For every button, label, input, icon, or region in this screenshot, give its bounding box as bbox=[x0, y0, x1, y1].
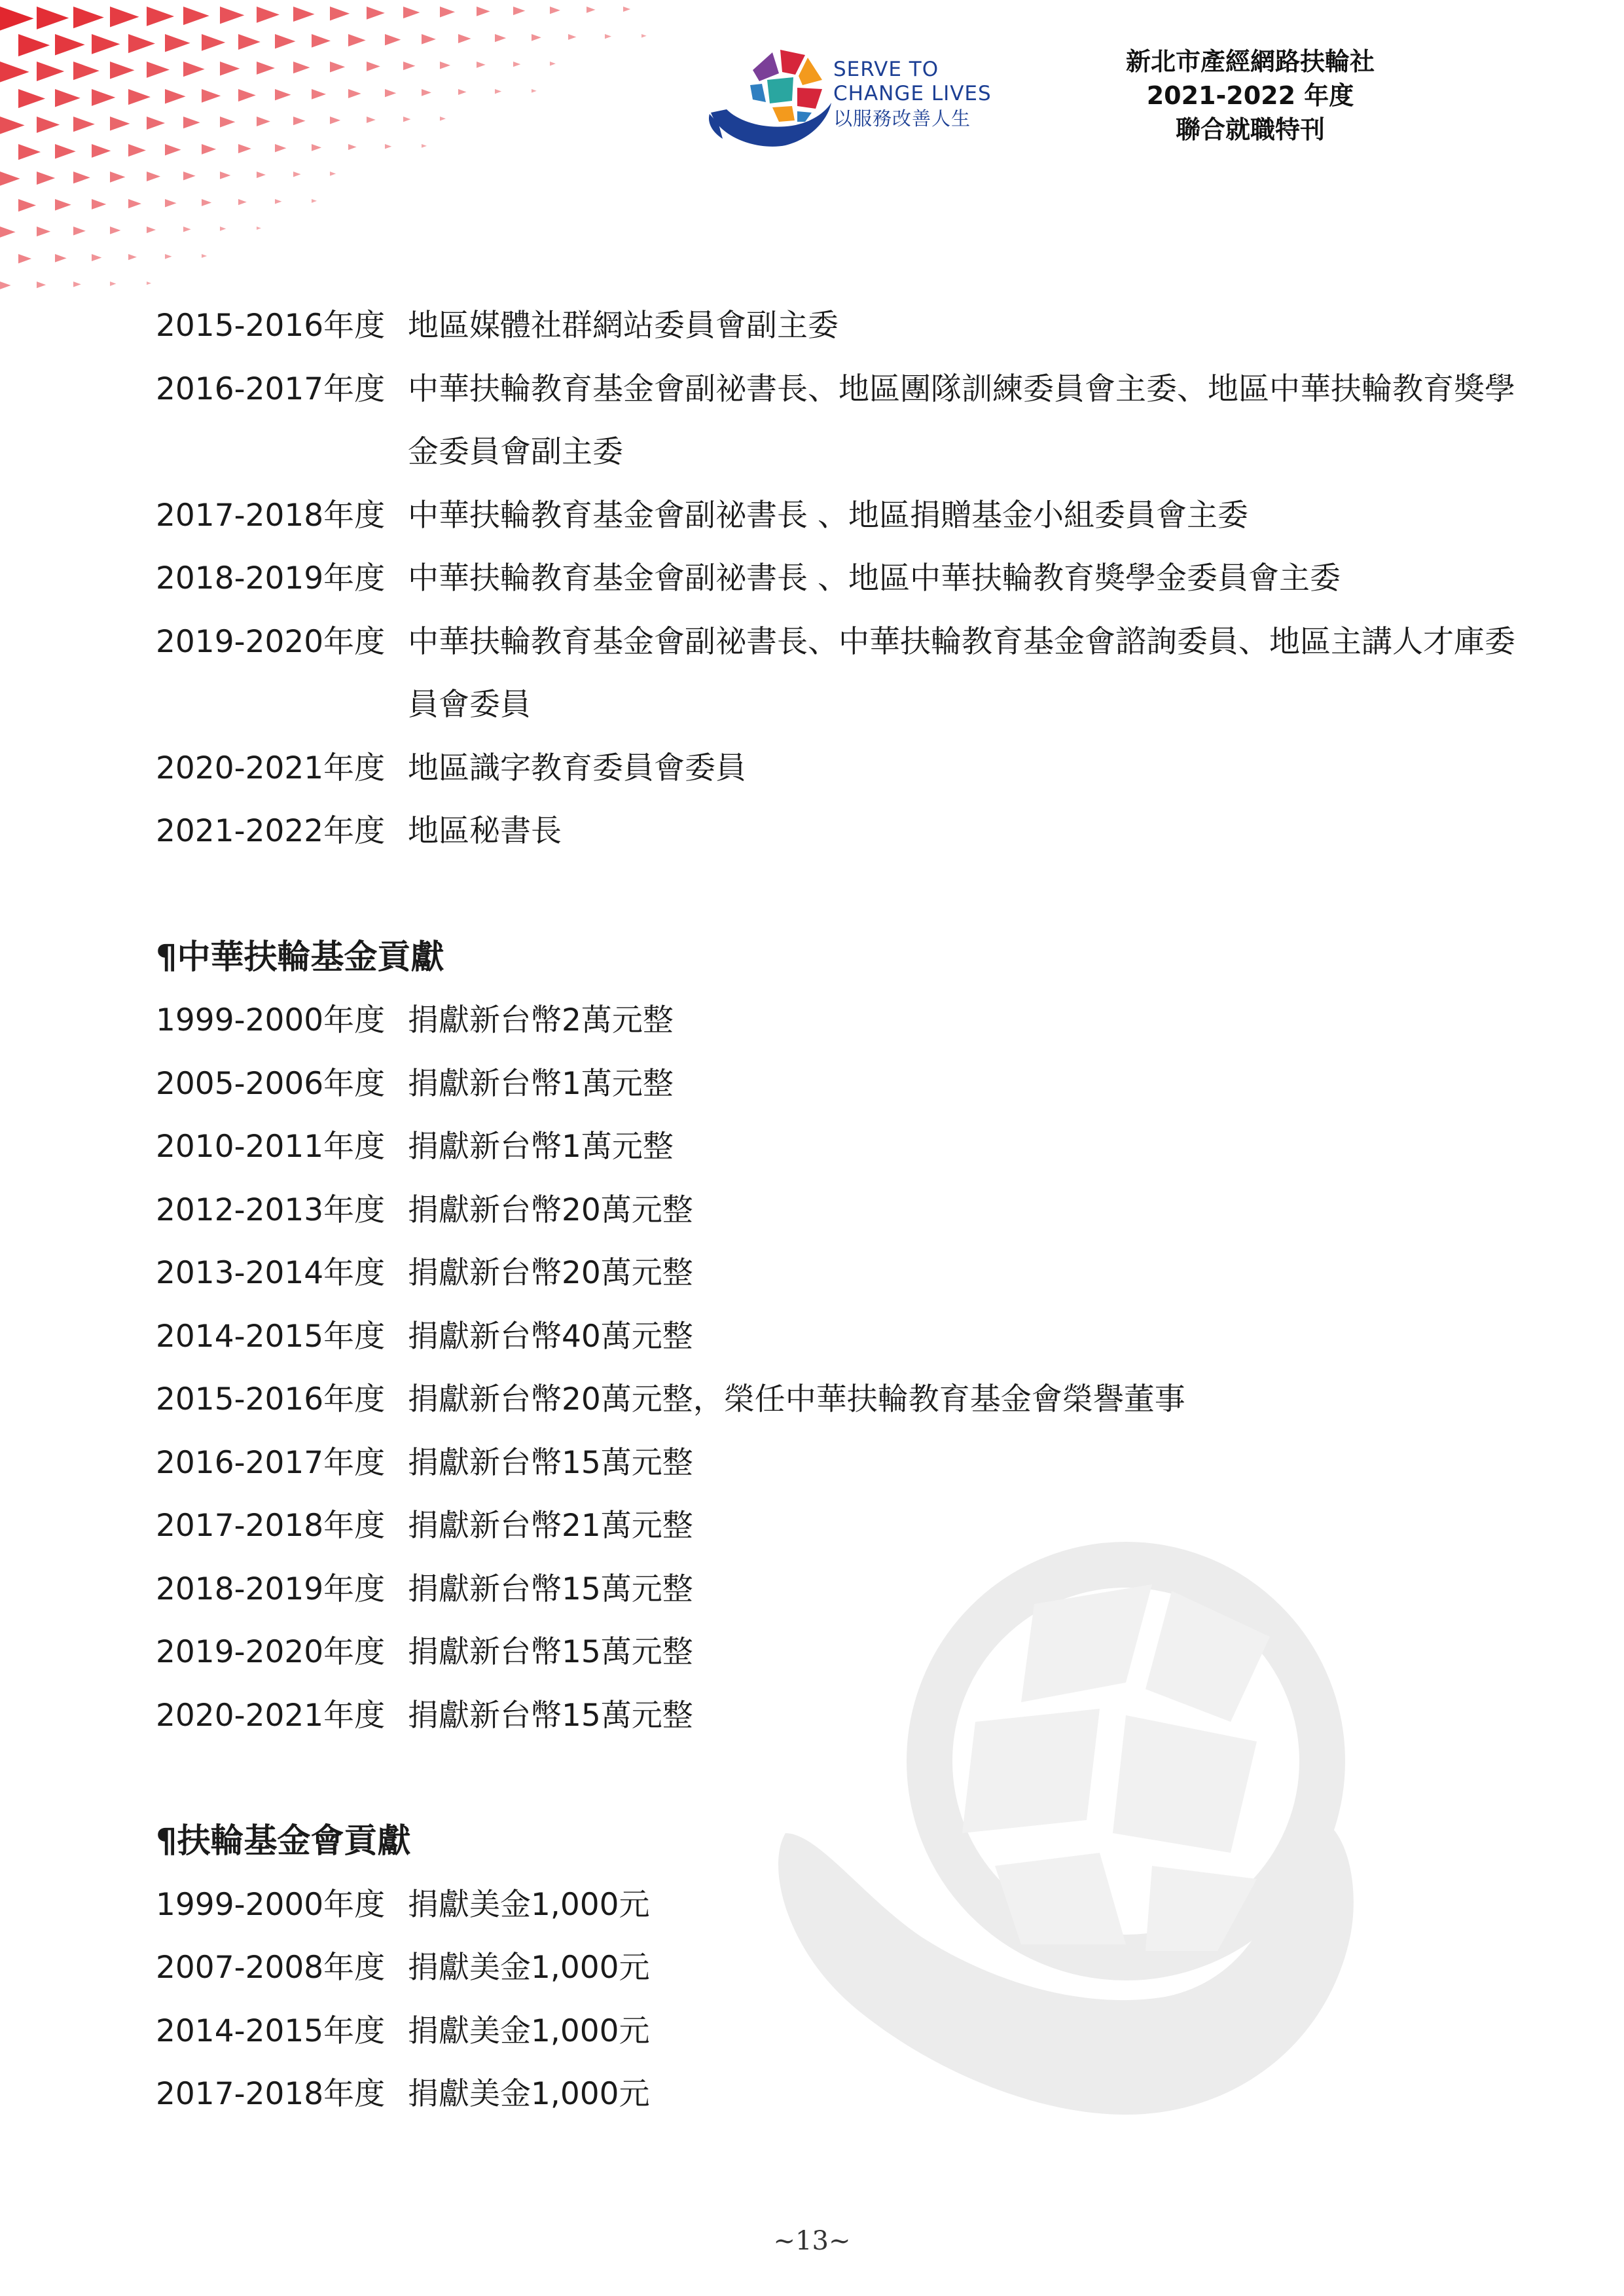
decorative-triangle bbox=[275, 89, 291, 100]
decorative-triangle bbox=[18, 89, 45, 108]
year-label: 2019-2020年度 bbox=[156, 623, 386, 660]
logo-text bbox=[833, 58, 1003, 131]
decorative-triangle bbox=[37, 227, 50, 236]
decorative-triangle bbox=[568, 34, 576, 40]
description: 捐獻新台幣15萬元整 bbox=[408, 1697, 693, 1734]
decorative-triangle bbox=[37, 117, 60, 133]
list-item bbox=[156, 1305, 1517, 1369]
section-title-chinese-rotary-foundation: ¶中華扶輪基金貢獻 bbox=[156, 938, 444, 977]
year-label: 2014-2015年度 bbox=[156, 1318, 386, 1355]
decorative-triangle bbox=[220, 117, 235, 128]
decorative-triangle bbox=[220, 227, 226, 231]
decorative-triangle bbox=[147, 117, 165, 130]
description: 捐獻新台幣1萬元整 bbox=[408, 1065, 674, 1102]
description: 捐獻新台幣20萬元整 bbox=[408, 1192, 693, 1228]
decorative-triangle bbox=[312, 34, 331, 48]
decorative-triangle bbox=[440, 62, 450, 69]
decorative-triangle bbox=[202, 89, 221, 103]
list-item bbox=[156, 484, 1517, 548]
decorative-triangle bbox=[403, 117, 410, 122]
decorative-triangle bbox=[37, 282, 46, 288]
decorative-triangle bbox=[202, 144, 216, 155]
decorative-triangle bbox=[238, 144, 251, 153]
decorative-triangle bbox=[513, 62, 520, 67]
decorative-triangle bbox=[0, 282, 11, 289]
decorative-triangle bbox=[73, 227, 86, 235]
corner-triangle-pattern bbox=[0, 0, 681, 327]
list-item bbox=[156, 1558, 1517, 1622]
list-item bbox=[156, 1116, 1517, 1179]
decorative-triangle bbox=[312, 199, 317, 203]
decorative-triangle bbox=[367, 62, 380, 71]
decorative-triangle bbox=[257, 7, 280, 23]
decorative-triangle bbox=[238, 34, 261, 50]
year-label: 2020-2021年度 bbox=[156, 1697, 386, 1734]
decorative-triangle bbox=[477, 62, 486, 68]
description: 地區秘書長 bbox=[408, 813, 562, 849]
decorative-triangle bbox=[110, 117, 130, 131]
decorative-triangle bbox=[348, 34, 366, 46]
decorative-triangle bbox=[0, 172, 20, 186]
decorative-triangle bbox=[220, 172, 230, 179]
list-item bbox=[156, 1432, 1517, 1495]
decorative-triangle bbox=[422, 144, 427, 148]
decorative-triangle bbox=[165, 199, 177, 208]
list-item bbox=[156, 1242, 1517, 1305]
description: 地區識字教育委員會委員 bbox=[408, 750, 746, 786]
decorative-triangle bbox=[110, 62, 134, 79]
decorative-triangle bbox=[92, 199, 106, 210]
decorative-triangle bbox=[385, 34, 401, 45]
description: 捐獻新台幣15萬元整 bbox=[408, 1571, 693, 1607]
year-label: 2014-2015年度 bbox=[156, 2013, 386, 2049]
decorative-triangle bbox=[18, 34, 50, 56]
description: 捐獻新台幣1萬元整 bbox=[408, 1129, 674, 1165]
year-label: 2021-2022年度 bbox=[156, 813, 386, 849]
decorative-triangle bbox=[183, 227, 191, 232]
decorative-triangle bbox=[458, 89, 467, 95]
year-label: 2012-2013年度 bbox=[156, 1192, 386, 1228]
description: 捐獻新台幣20萬元整，榮任中華扶輪教育基金會榮譽董事 bbox=[408, 1381, 1185, 1417]
decorative-triangle bbox=[440, 117, 446, 121]
decorative-triangle bbox=[147, 227, 156, 233]
decorative-triangle bbox=[312, 144, 321, 151]
list-item bbox=[156, 1053, 1517, 1116]
decorative-triangle bbox=[55, 144, 76, 159]
decorative-triangle bbox=[403, 62, 415, 70]
decorative-triangle bbox=[330, 7, 350, 20]
decorative-triangle bbox=[0, 62, 29, 82]
decorative-triangle bbox=[128, 254, 137, 260]
decorative-triangle bbox=[293, 62, 310, 73]
decorative-triangle bbox=[73, 282, 81, 287]
year-label: 2017-2018年度 bbox=[156, 497, 386, 534]
decorative-triangle bbox=[183, 7, 209, 25]
description: 捐獻新台幣40萬元整 bbox=[408, 1318, 693, 1355]
decorative-triangle bbox=[73, 7, 104, 28]
donation-list bbox=[156, 1874, 1517, 2126]
decorative-triangle bbox=[623, 7, 630, 12]
decorative-triangle bbox=[385, 89, 396, 97]
decorative-triangle bbox=[165, 89, 186, 103]
section-title-rotary-foundation: ¶扶輪基金會貢獻 bbox=[156, 1822, 411, 1861]
decorative-triangle bbox=[330, 117, 340, 124]
description: 捐獻新台幣21萬元整 bbox=[408, 1508, 693, 1544]
description: 捐獻美金1,000元 bbox=[408, 1950, 650, 1986]
decorative-triangle bbox=[18, 254, 31, 263]
decorative-triangle bbox=[348, 89, 361, 98]
decorative-triangle bbox=[275, 34, 295, 48]
decorative-triangle bbox=[220, 7, 244, 24]
decorative-triangle bbox=[55, 254, 67, 263]
publication-header bbox=[1100, 45, 1401, 147]
year-label: 2020-2021年度 bbox=[156, 750, 386, 786]
decorative-triangle bbox=[422, 89, 431, 96]
decorative-triangle bbox=[147, 7, 174, 26]
decorative-triangle bbox=[641, 34, 647, 38]
description: 中華扶輪教育基金會副祕書長、地區團隊訓練委員會主委、地區中華扶輪教育獎學金委員會副主委 bbox=[408, 371, 1515, 470]
decorative-triangle bbox=[330, 62, 345, 73]
decorative-triangle bbox=[440, 7, 455, 17]
decorative-triangle bbox=[37, 62, 64, 81]
decorative-triangle bbox=[128, 144, 146, 156]
decorative-triangle bbox=[18, 144, 41, 160]
year-label: 2021-2022 年度 bbox=[1146, 81, 1354, 110]
decorative-triangle bbox=[165, 34, 190, 52]
decorative-triangle bbox=[0, 7, 34, 31]
decorative-triangle bbox=[202, 34, 225, 51]
decorative-triangle bbox=[275, 199, 281, 204]
decorative-triangle bbox=[55, 89, 81, 107]
list-item bbox=[156, 611, 1517, 737]
year-label: 2016-2017年度 bbox=[156, 1444, 386, 1481]
decorative-triangle bbox=[458, 34, 471, 43]
decorative-triangle bbox=[202, 254, 207, 258]
decorative-triangle bbox=[37, 172, 55, 185]
decorative-triangle bbox=[18, 199, 36, 211]
logo-line-2: CHANGE LIVES bbox=[833, 82, 992, 105]
decorative-triangle bbox=[495, 34, 506, 42]
year-label: 2018-2019年度 bbox=[156, 1571, 386, 1607]
description: 捐獻新台幣15萬元整 bbox=[408, 1444, 693, 1481]
decorative-triangle bbox=[220, 62, 240, 76]
decorative-triangle bbox=[477, 7, 490, 16]
club-name: 新北市產經網路扶輪社 bbox=[1125, 47, 1375, 76]
decorative-triangle bbox=[532, 34, 541, 41]
decorative-triangle bbox=[147, 62, 170, 78]
decorative-triangle bbox=[73, 62, 99, 80]
year-label: 2005-2006年度 bbox=[156, 1065, 386, 1102]
description: 捐獻新台幣20萬元整 bbox=[408, 1255, 693, 1291]
decorative-triangle bbox=[586, 7, 596, 13]
year-label: 2013-2014年度 bbox=[156, 1255, 386, 1291]
decorative-triangle bbox=[367, 7, 385, 20]
year-label: 2016-2017年度 bbox=[156, 371, 386, 407]
decorative-triangle bbox=[422, 34, 436, 45]
decorative-triangle bbox=[147, 172, 160, 181]
decorative-triangle bbox=[312, 89, 326, 100]
year-label: 1999-2000年度 bbox=[156, 1886, 386, 1923]
decorative-triangle bbox=[330, 172, 336, 176]
decorative-triangle bbox=[37, 7, 69, 29]
year-label: 2007-2008年度 bbox=[156, 1950, 386, 1986]
decorative-triangle bbox=[495, 89, 501, 94]
decorative-triangle bbox=[513, 7, 525, 15]
decorative-triangle bbox=[550, 7, 560, 14]
description: 捐獻美金1,000元 bbox=[408, 2013, 650, 2049]
logo-line-1: SERVE TO bbox=[833, 58, 939, 81]
decorative-triangle bbox=[293, 7, 315, 22]
decorative-triangle bbox=[550, 62, 556, 65]
year-label: 2018-2019年度 bbox=[156, 560, 386, 596]
description: 捐獻新台幣15萬元整 bbox=[408, 1634, 693, 1670]
list-item bbox=[156, 1874, 1517, 1937]
decorative-triangle bbox=[348, 144, 357, 150]
decorative-triangle bbox=[403, 7, 420, 18]
list-item bbox=[156, 989, 1517, 1053]
year-label: 2017-2018年度 bbox=[156, 1508, 386, 1544]
decorative-triangle bbox=[257, 117, 270, 126]
decorative-triangle bbox=[238, 199, 247, 205]
description: 捐獻美金1,000元 bbox=[408, 2076, 650, 2112]
page-number: ~13~ bbox=[773, 2226, 851, 2256]
logo-line-3: 以服務改善人生 bbox=[833, 107, 971, 130]
decorative-triangle bbox=[532, 89, 537, 93]
year-label: 2019-2020年度 bbox=[156, 1634, 386, 1670]
decorative-triangle bbox=[55, 199, 71, 211]
decorative-triangle bbox=[165, 254, 172, 259]
decorative-triangle bbox=[257, 172, 266, 178]
decorative-triangle bbox=[55, 34, 85, 55]
decorative-triangle bbox=[293, 117, 306, 125]
decorative-triangle bbox=[92, 254, 101, 261]
decorative-triangle bbox=[257, 62, 275, 75]
description: 捐獻美金1,000元 bbox=[408, 1886, 650, 1923]
description: 地區媒體社群網站委員會副主委 bbox=[408, 308, 839, 344]
decorative-triangle bbox=[165, 144, 181, 156]
decorative-triangle bbox=[92, 34, 120, 54]
year-label: 2010-2011年度 bbox=[156, 1129, 386, 1165]
decorative-triangle bbox=[0, 117, 25, 134]
list-item bbox=[156, 737, 1517, 801]
donation-list bbox=[156, 989, 1517, 1747]
list-item bbox=[156, 1179, 1517, 1243]
list-item bbox=[156, 1368, 1517, 1432]
publication-title: 聯合就職特刊 bbox=[1175, 115, 1325, 144]
description: 中華扶輪教育基金會副祕書長、中華扶輪教育基金會諮詢委員、地區主講人才庫委員會委員 bbox=[408, 623, 1515, 723]
description: 捐獻新台幣2萬元整 bbox=[408, 1002, 674, 1038]
decorative-triangle bbox=[110, 282, 116, 286]
decorative-triangle bbox=[110, 7, 139, 27]
decorative-triangle bbox=[92, 89, 115, 106]
description: 中華扶輪教育基金會副祕書長 、地區捐贈基金小組委員會主委 bbox=[408, 497, 1248, 534]
decorative-triangle bbox=[110, 227, 120, 234]
list-item bbox=[156, 1621, 1517, 1685]
year-label: 2017-2018年度 bbox=[156, 2076, 386, 2112]
decorative-triangle bbox=[92, 144, 111, 158]
decorative-triangle bbox=[367, 117, 376, 123]
decorative-triangle bbox=[128, 199, 141, 208]
decorative-triangle bbox=[128, 34, 155, 53]
decorative-triangle bbox=[110, 172, 125, 183]
year-label: 1999-2000年度 bbox=[156, 1002, 386, 1038]
decorative-triangle bbox=[202, 199, 211, 206]
decorative-triangle bbox=[147, 282, 151, 285]
decorative-triangle bbox=[128, 89, 151, 105]
year-label: 2015-2016年度 bbox=[156, 1381, 386, 1417]
decorative-triangle bbox=[238, 89, 256, 101]
list-item bbox=[156, 295, 1517, 358]
decorative-triangle bbox=[605, 34, 611, 39]
year-label: 2015-2016年度 bbox=[156, 308, 386, 344]
list-item bbox=[156, 547, 1517, 611]
decorative-triangle bbox=[183, 62, 205, 77]
decorative-triangle bbox=[385, 144, 391, 149]
list-item bbox=[156, 1685, 1517, 1748]
decorative-triangle bbox=[293, 172, 301, 177]
positions-list bbox=[156, 295, 1517, 864]
description: 中華扶輪教育基金會副祕書長 、地區中華扶輪教育獎學金委員會主委 bbox=[408, 560, 1341, 596]
list-item bbox=[156, 2000, 1517, 2064]
decorative-triangle bbox=[73, 117, 95, 132]
decorative-triangle bbox=[73, 172, 90, 183]
decorative-triangle bbox=[183, 172, 196, 180]
list-item bbox=[156, 1937, 1517, 2000]
decorative-triangle bbox=[257, 227, 261, 230]
list-item bbox=[156, 2063, 1517, 2126]
decorative-triangle bbox=[275, 144, 286, 152]
document-body bbox=[156, 295, 1517, 2126]
decorative-triangle bbox=[183, 117, 200, 128]
list-item bbox=[156, 1495, 1517, 1558]
list-item bbox=[156, 358, 1517, 484]
list-item bbox=[156, 800, 1517, 864]
decorative-triangle bbox=[0, 227, 16, 238]
